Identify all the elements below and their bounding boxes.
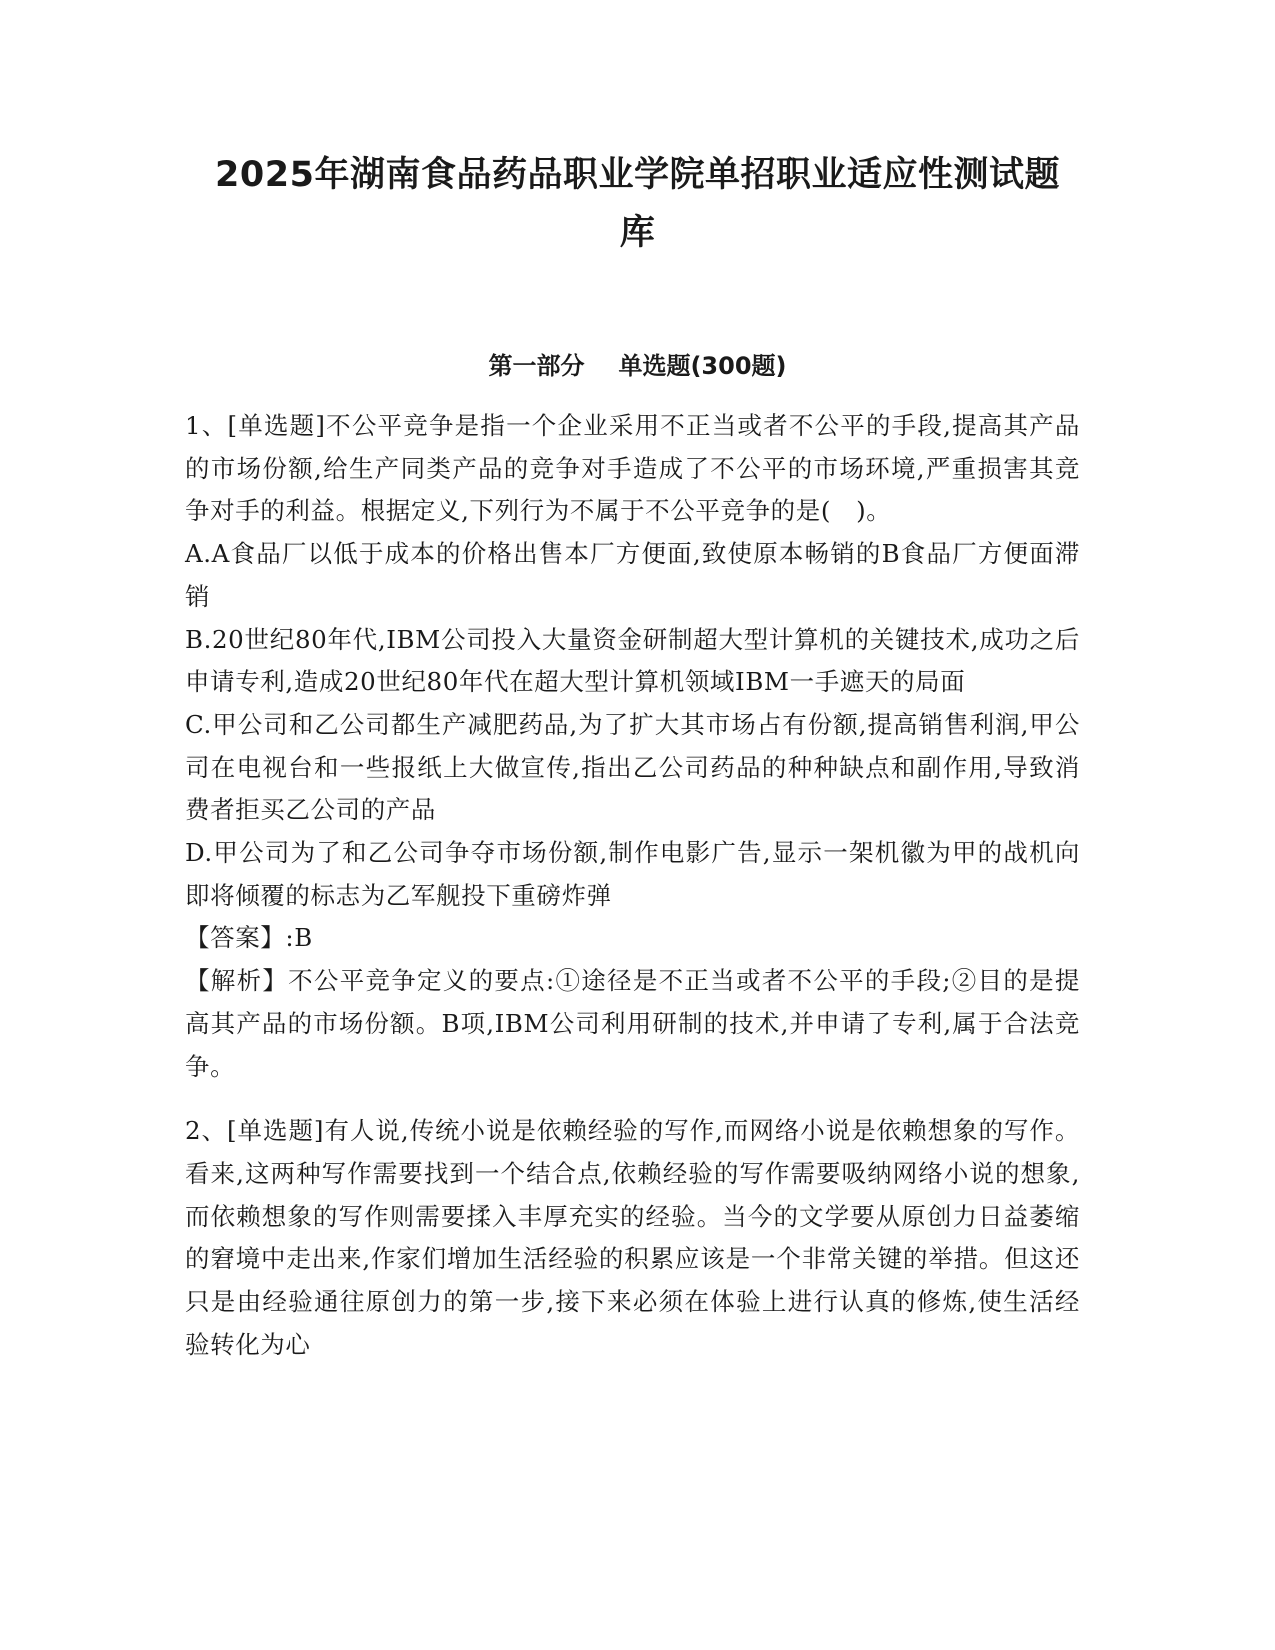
question-item <box>185 1110 1080 1366</box>
question-stem: 1、[单选题]不公平竞争是指一个企业采用不正当或者不公平的手段,提高其产品的市场份额,给生产同类产品的竞争对手造成了不公平的市场环境,严重损害其竞争对手的利益。根据定义,下列行为不属于不公平竞争的是( )。 <box>185 411 1080 526</box>
question-item <box>185 405 1080 1088</box>
question-list <box>185 405 1080 1366</box>
option-d: D.甲公司为了和乙公司争夺市场份额,制作电影广告,显示一架机徽为甲的战机向即将倾覆的标志为乙军舰投下重磅炸弹 <box>185 838 1080 910</box>
title-line-2: 库 <box>619 213 656 253</box>
section-part: 第一部分 <box>488 352 585 380</box>
option-b: B.20世纪80年代,IBM公司投入大量资金研制超大型计算机的关键技术,成功之后申请专利,造成20世纪80年代在超大型计算机领域IBM一手遮天的局面 <box>185 624 1080 697</box>
option-c: C.甲公司和乙公司都生产减肥药品,为了扩大其市场占有份额,提高销售利润,甲公司在电视台和一些报纸上大做宣传,指出乙公司药品的种种缺点和副作用,导致消费者拒买乙公司的产品 <box>185 709 1080 825</box>
section-heading <box>160 346 1115 386</box>
option-a: A.A食品厂以低于成本的价格出售本厂方便面,致使原本畅销的B食品厂方便面滞销 <box>185 539 1080 611</box>
question-spacer <box>185 1088 1080 1110</box>
document-title <box>160 146 1115 262</box>
analysis-text: 【解析】不公平竞争定义的要点:①途径是不正当或者不公平的手段;②目的是提高其产品的市场份额。B项,IBM公司利用研制的技术,并申请了专利,属于合法竞争。 <box>185 966 1080 1081</box>
title-line-1: 2025年湖南食品药品职业学院单招职业适应性测试题 <box>215 155 1060 195</box>
answer-line: 【答案】:B <box>185 923 313 953</box>
question-stem: 2、[单选题]有人说,传统小说是依赖经验的写作,而网络小说是依赖想象的写作。看来,这两种写作需要找到一个结合点,依赖经验的写作需要吸纳网络小说的想象,而依赖想象的写作则需要揉入丰厚充实的经验。当今的文学要从原创力日益萎缩的窘境中走出来,作家们增加生活经验的积累应该是一个非常关键的举措。但这还只是由经验通往原创力的第一步,接下来必须在体验上进行认真的修炼,使生活经验转化为心 <box>185 1116 1080 1359</box>
section-name: 单选题(300题) <box>618 352 787 380</box>
